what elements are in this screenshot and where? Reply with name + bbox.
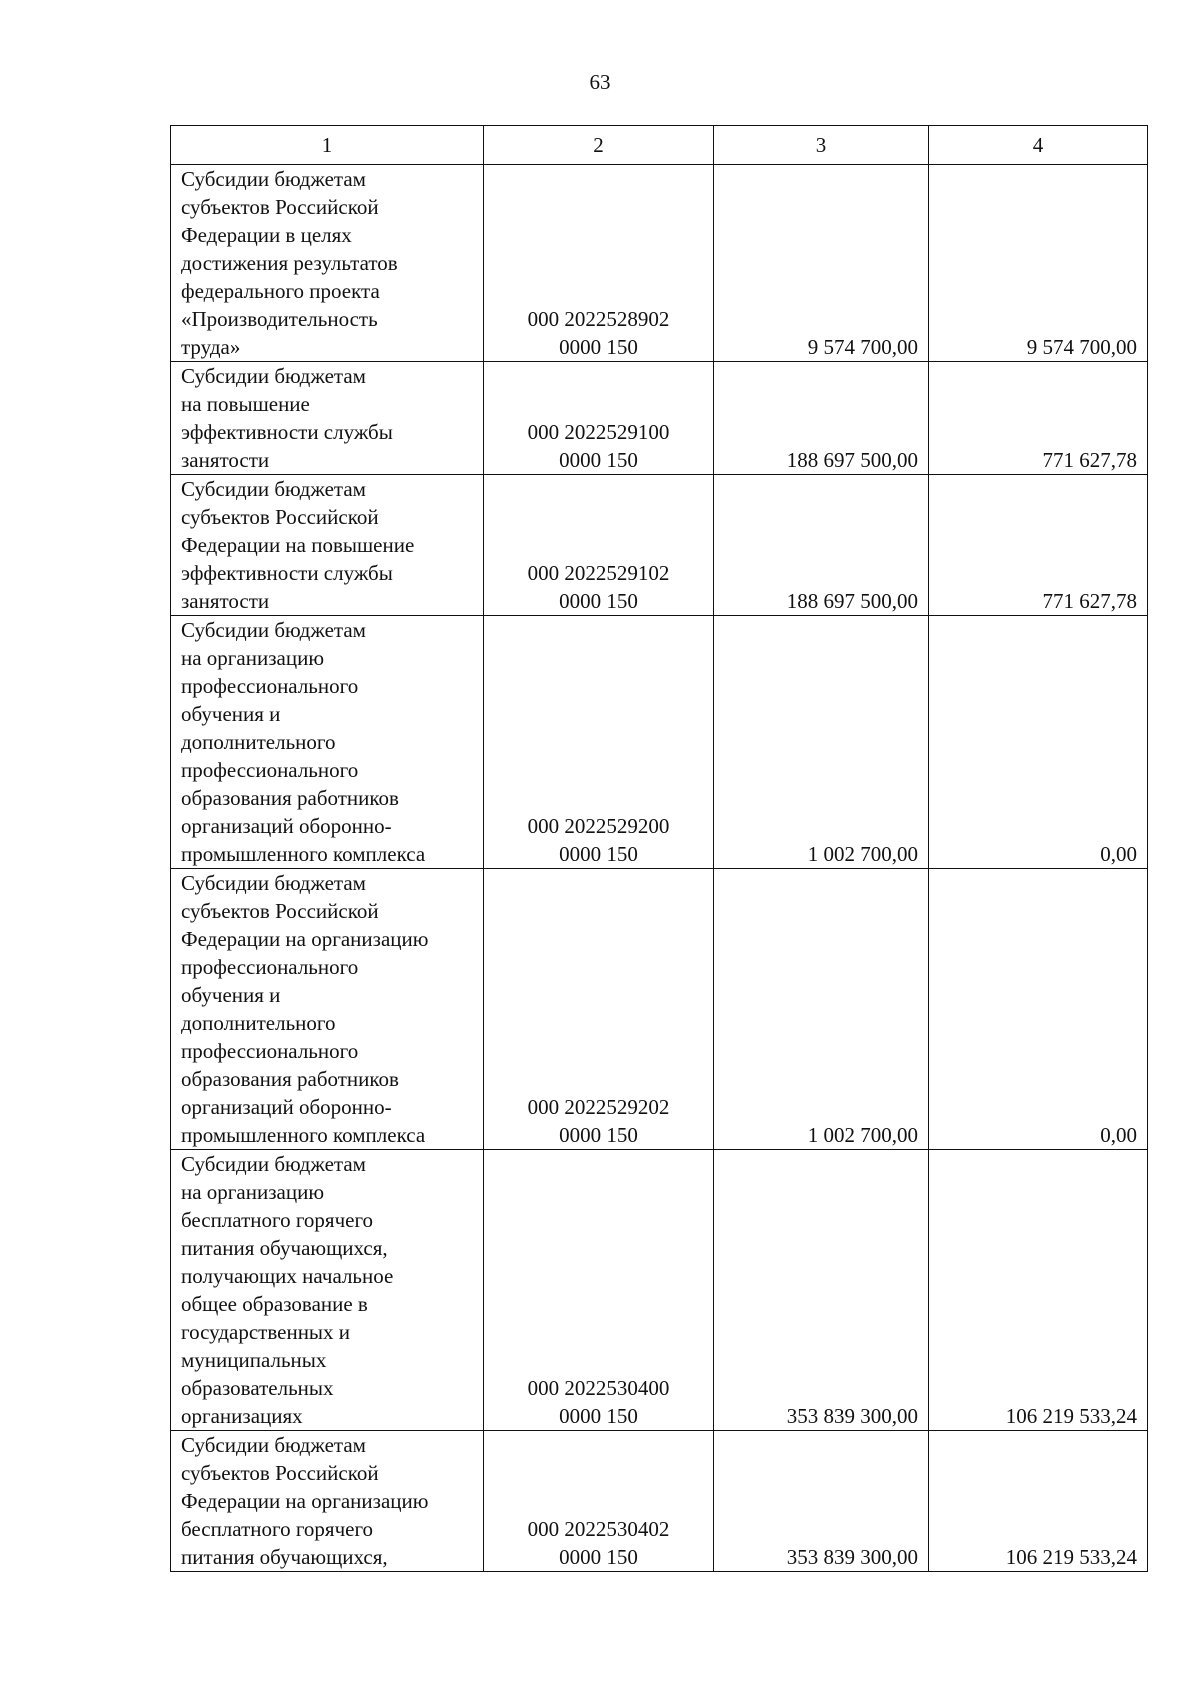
row-description: Субсидии бюджетам субъектов Российской Федерации на организацию бесплатного горячего питания обучающихся, — [171, 1431, 484, 1572]
row-code: 000 2022529202 0000 150 — [484, 869, 714, 1150]
header-row — [171, 126, 1148, 165]
row-description: Субсидии бюджетам на организацию бесплатного горячего питания обучающихся, получающих начальное общее образование в государственных и муниципальных образовательных организациях — [171, 1150, 484, 1431]
row-description: Субсидии бюджетам субъектов Российской Федерации на повышение эффективности службы занятости — [171, 475, 484, 616]
table-row — [171, 616, 1148, 869]
row-code: 000 2022529100 0000 150 — [484, 362, 714, 475]
row-description: Субсидии бюджетам субъектов Российской Федерации в целях достижения результатов федерального проекта «Производительность труда» — [171, 165, 484, 362]
column-header-2: 2 — [484, 126, 714, 165]
row-value-col4: 106 219 533,24 — [929, 1150, 1148, 1431]
column-header-3: 3 — [714, 126, 929, 165]
row-code: 000 2022530400 0000 150 — [484, 1150, 714, 1431]
column-header-1: 1 — [171, 126, 484, 165]
table-body — [171, 165, 1148, 1572]
table-header — [171, 126, 1148, 165]
row-value-col3: 9 574 700,00 — [714, 165, 929, 362]
row-value-col4: 106 219 533,24 — [929, 1431, 1148, 1572]
table-row — [171, 475, 1148, 616]
row-value-col4: 0,00 — [929, 869, 1148, 1150]
row-value-col3: 353 839 300,00 — [714, 1150, 929, 1431]
row-code: 000 2022529102 0000 150 — [484, 475, 714, 616]
row-code: 000 2022529200 0000 150 — [484, 616, 714, 869]
row-value-col3: 188 697 500,00 — [714, 475, 929, 616]
table-row — [171, 165, 1148, 362]
table-row — [171, 869, 1148, 1150]
table-row — [171, 1150, 1148, 1431]
row-value-col4: 771 627,78 — [929, 362, 1148, 475]
row-code: 000 2022528902 0000 150 — [484, 165, 714, 362]
row-description: Субсидии бюджетам на повышение эффективности службы занятости — [171, 362, 484, 475]
row-value-col4: 771 627,78 — [929, 475, 1148, 616]
table-row — [171, 362, 1148, 475]
column-header-4: 4 — [929, 126, 1148, 165]
row-value-col3: 1 002 700,00 — [714, 616, 929, 869]
page-number: 63 — [589, 70, 611, 94]
row-value-col3: 188 697 500,00 — [714, 362, 929, 475]
row-value-col3: 1 002 700,00 — [714, 869, 929, 1150]
row-code: 000 2022530402 0000 150 — [484, 1431, 714, 1572]
row-description: Субсидии бюджетам субъектов Российской Федерации на организацию профессионального обучения и дополнительного профессионального образования работников организаций оборонно- промышленного комплекса — [171, 869, 484, 1150]
table-row — [171, 1431, 1148, 1572]
row-value-col4: 0,00 — [929, 616, 1148, 869]
budget-table — [170, 125, 1148, 1572]
row-value-col4: 9 574 700,00 — [929, 165, 1148, 362]
row-description: Субсидии бюджетам на организацию профессионального обучения и дополнительного профессионального образования работников организаций оборонно- промышленного комплекса — [171, 616, 484, 869]
row-value-col3: 353 839 300,00 — [714, 1431, 929, 1572]
